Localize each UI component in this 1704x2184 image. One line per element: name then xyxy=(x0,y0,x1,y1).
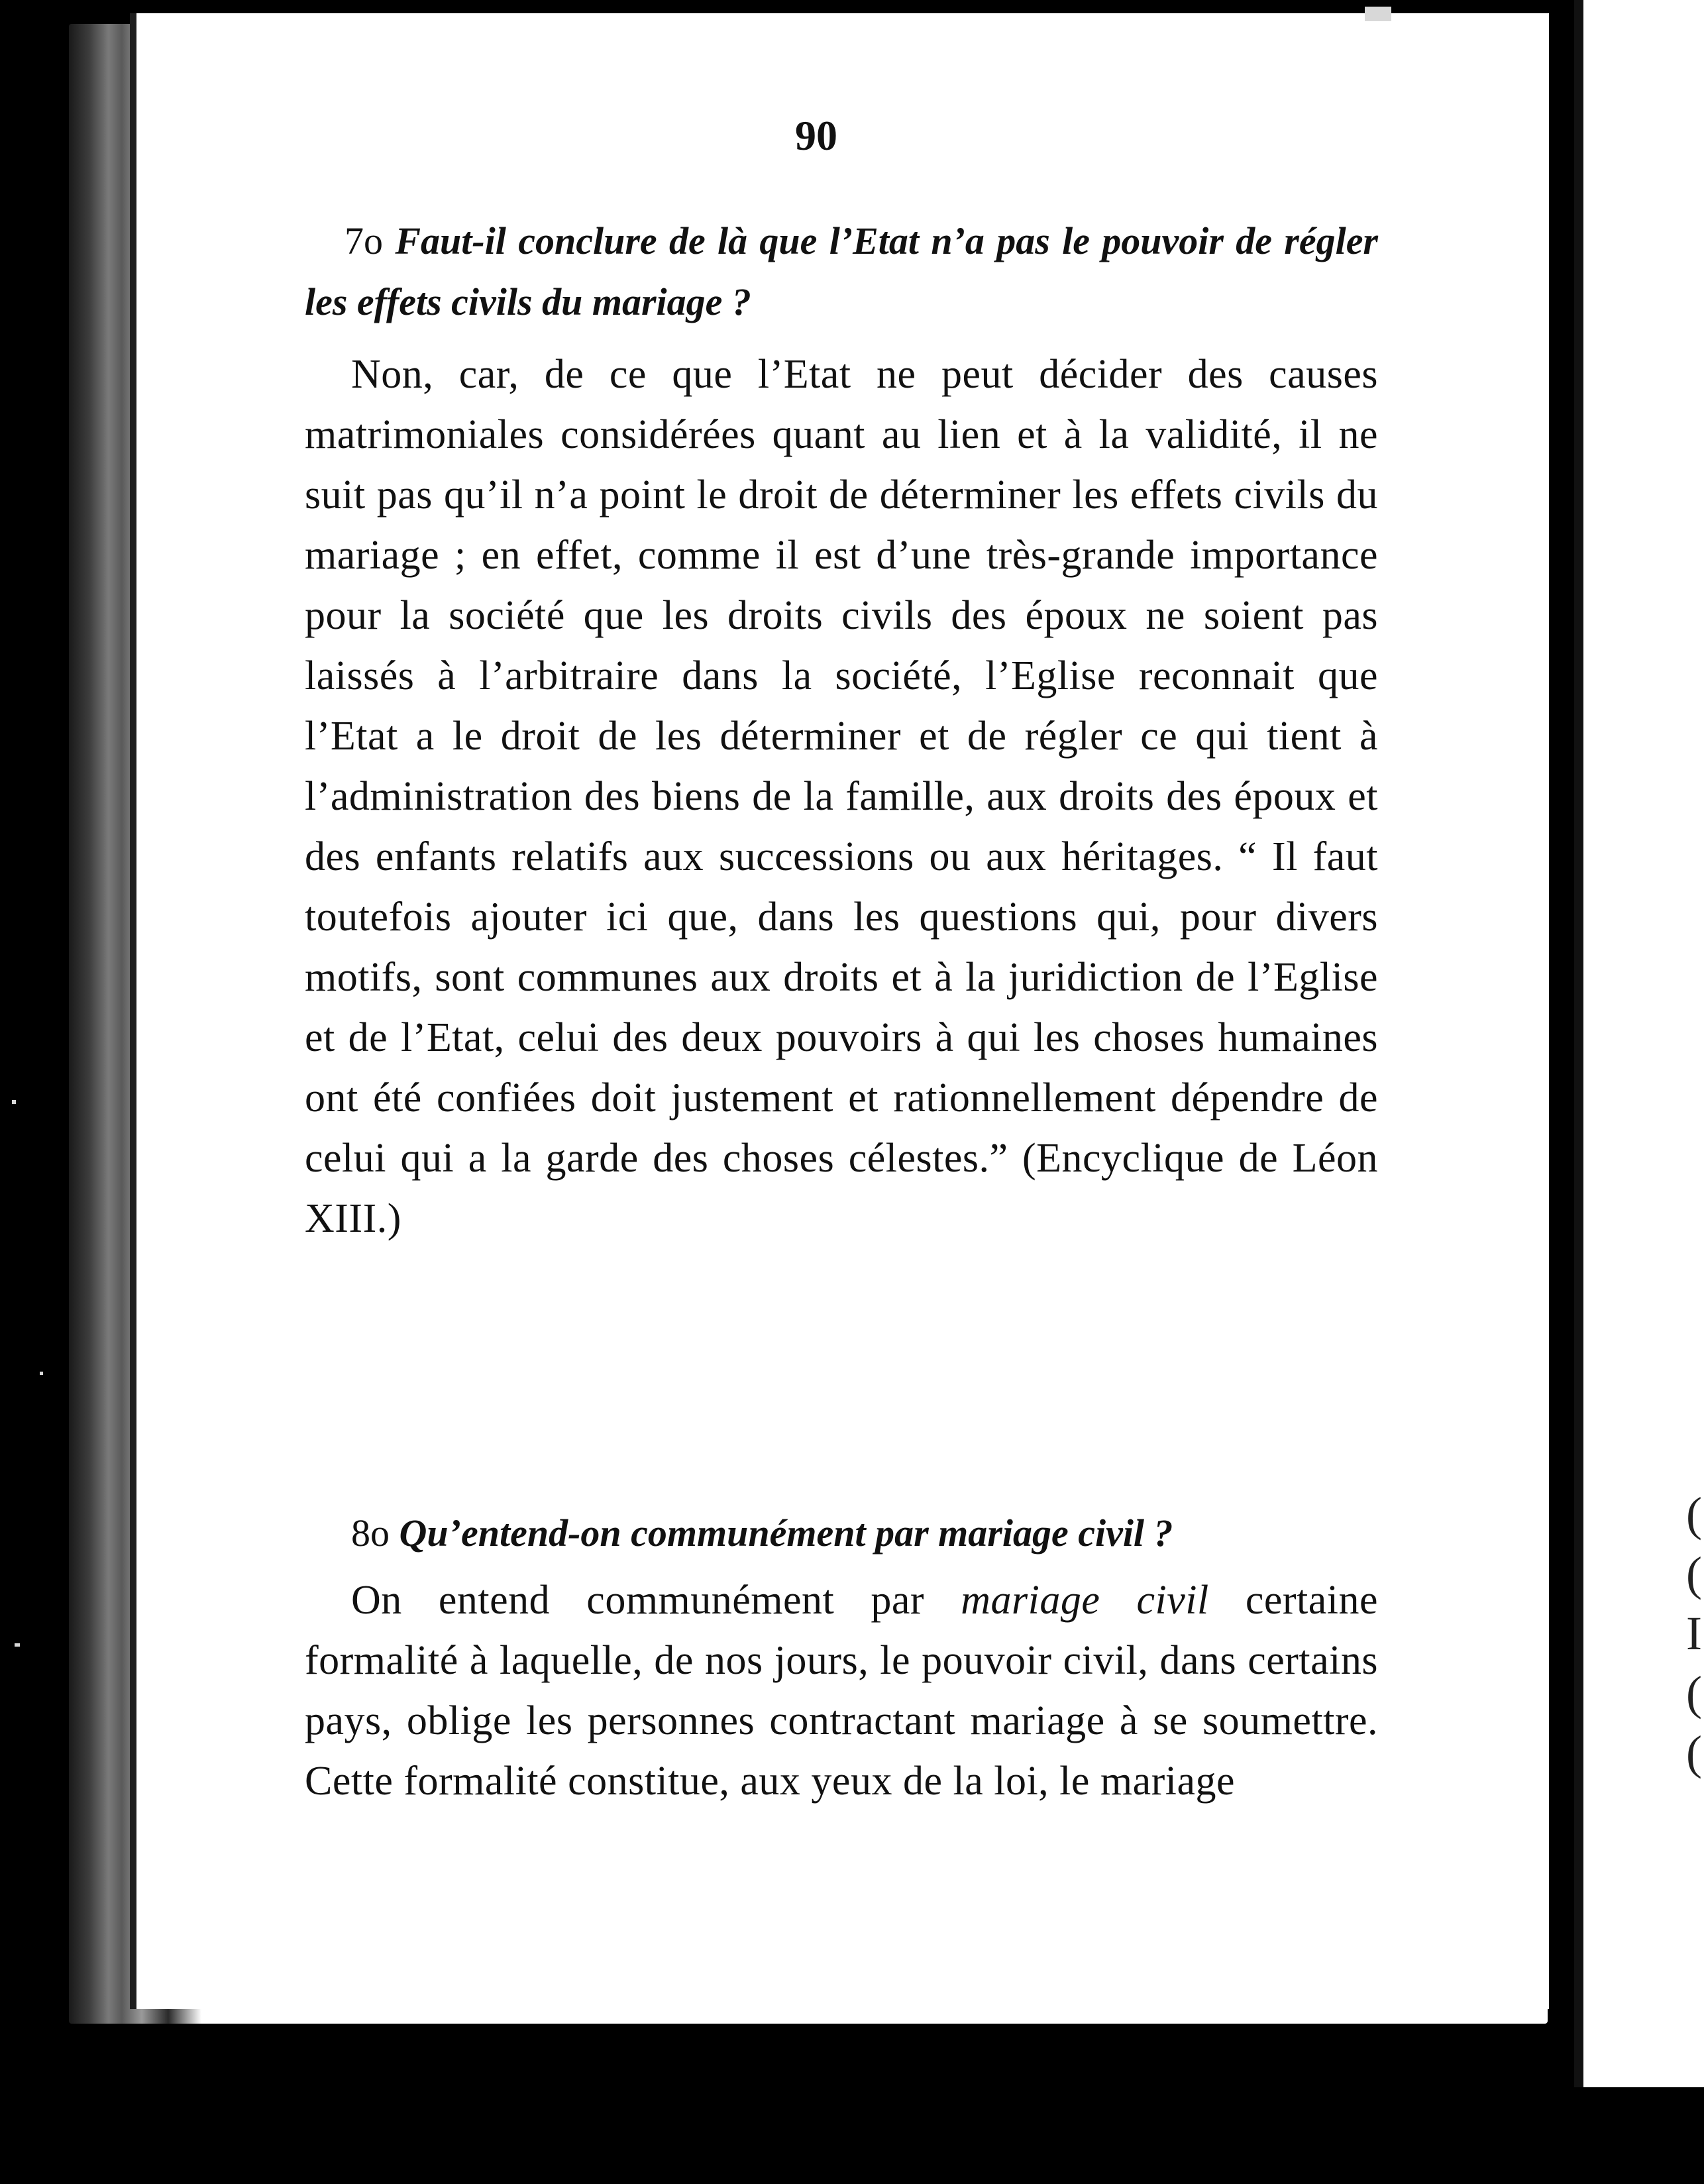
fragment: ( xyxy=(1686,1666,1702,1720)
page-number: 90 xyxy=(795,112,837,159)
scan-speck xyxy=(12,1100,16,1104)
question-number: 7o xyxy=(345,219,383,262)
right-page-sliver xyxy=(1574,0,1704,2087)
answer-8 xyxy=(305,1570,1378,1812)
question-text: Faut-il conclure de là que l’Etat n’a pas le pouvoir de régler les effets civils du mariage ? xyxy=(305,219,1379,323)
answer-7: Non, car, de ce que l’Etat ne peut décider des causes matrimoniales considérées quant au lien et à la validité, il ne suit pas qu’il n’a point le droit de déterminer les effets civils du mariage ; en effet, comme il est d’une très-grande importance pour la société que les droits civils des époux ne soient pas laissés à l’arbitraire dans la société, l’Eglise reconnait que l’Etat a le droit de les déterminer et de régler ce qui tient à l’administration des biens de la famille, aux droits des époux et des enfants relatifs aux successions ou aux héritages. “ Il faut toutefois ajouter ici que, dans les questions qui, pour divers motifs, sont communes aux droits et à la juridiction de l’Eglise et de l’Etat, celui des deux pouvoirs à qui les choses humaines ont été confiées doit justement et rationnellement dépendre de celui qui a la garde des choses célestes.” (Encyclique de Léon XIII.) xyxy=(305,352,1378,1241)
scan-speck xyxy=(15,1643,20,1647)
fragment: ( xyxy=(1686,1726,1702,1779)
question-text: Qu’entend-on communément par mariage civil ? xyxy=(399,1511,1173,1555)
right-page-fragments xyxy=(1686,1484,1704,1782)
answer-emphasis: mariage civil xyxy=(961,1578,1209,1623)
answer-lead: On entend communément par xyxy=(351,1578,925,1623)
question-number: 8o xyxy=(351,1511,390,1555)
answer-rest: certaine formalité à laquelle, de nos jours, le pouvoir civil, dans certains pays, oblige les personnes contractant mariage à se soumettre. Cette formalité constitue, aux yeux de la loi, le mariage xyxy=(305,1578,1379,1804)
question-7 xyxy=(305,211,1378,333)
fragment: ( xyxy=(1686,1488,1702,1541)
fragment: I xyxy=(1686,1607,1702,1660)
scan-speck xyxy=(40,1372,43,1375)
scan-speck xyxy=(1365,7,1391,21)
page-gutter xyxy=(1574,0,1583,2087)
fragment: ( xyxy=(1686,1547,1702,1600)
question-8 xyxy=(305,1503,1378,1564)
